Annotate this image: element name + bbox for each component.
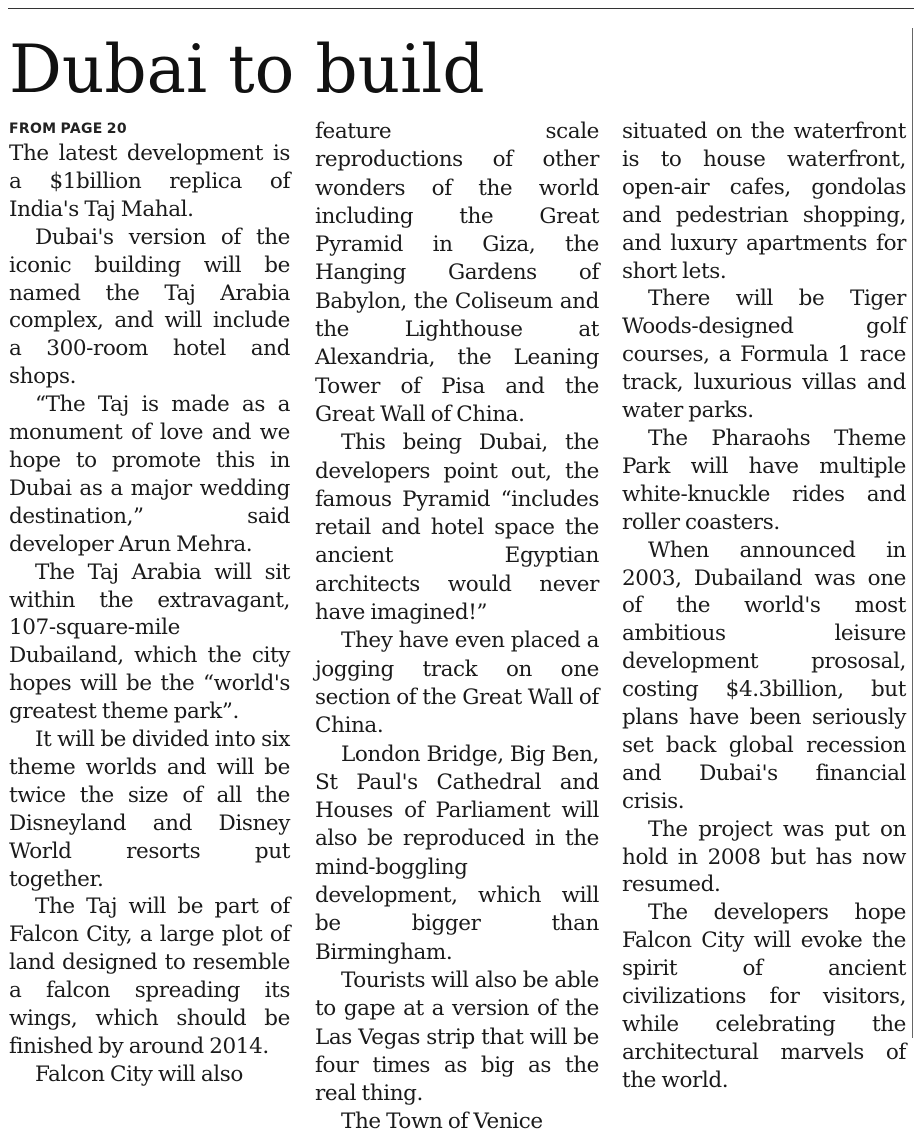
paragraph: The Pharaohs Theme Park will have multiple white-knuckle rides and roller coasters. (622, 425, 906, 535)
kicker-from-page: FROM PAGE 20 (9, 121, 127, 137)
column-rule-right (912, 28, 913, 1038)
paragraph: The Taj will be part of Falcon City, a large plot of land designed to resemble a falcon spreading its wings, which should be finished by around 2014. (9, 894, 290, 1059)
paragraph: The developers hope Falcon City will evoke the spirit of ancient civilizations for visitors, while celebrating the architectural marvels of the world. (622, 900, 906, 1093)
article-column-2 (315, 118, 599, 1137)
paragraph: There will be Tiger Woods-designed golf courses, a Formula 1 race track, luxurious villas and water parks. (622, 286, 906, 424)
paragraph: The Taj Arabia will sit within the extravagant, 107-square-mile Dubailand, which the city hopes will be the “world's greatest theme park”. (9, 559, 290, 725)
paragraph: Falcon City will also (35, 1061, 243, 1087)
paragraph: “The Taj is made as a monument of love and we hope to promote this in Dubai as a major wedding destination,” said developer Arun Mehra. (9, 392, 290, 557)
paragraph: Tourists will also be able to gape at a version of the Las Vegas strip that will be four times as big as the real thing. (315, 967, 599, 1107)
paragraph: When announced in 2003, Dubailand was one of the world's most ambitious leisure development prososal, costing $4.3billion, but plans have been seriously set back global recession and Dubai's financial crisis. (622, 537, 906, 814)
paragraph: This being Dubai, the developers point out, the famous Pyramid “includes retail and hotel space the ancient Egyptian architects would never have imagined!” (315, 430, 599, 626)
article-column-1 (9, 118, 290, 1089)
paragraph: The latest development is a $1billion replica of India's Taj Mahal. (9, 141, 290, 222)
paragraph: Dubai's version of the iconic building will be named the Taj Arabia complex, and will include a 300-room hotel and shops. (9, 224, 290, 390)
paragraph: It will be divided into six theme worlds and will be twice the size of all the Disneyland and Disney World resorts put together. (9, 727, 290, 892)
paragraph: situated on the waterfront is to house waterfront, open-air cafes, gondolas and pedestrian shopping, and luxury apartments for short lets. (622, 119, 906, 284)
paragraph: feature scale reproductions of other wonders of the world including the Great Pyramid in Giza, the Hanging Gardens of Babylon, the Coliseum and the Lighthouse at Alexandria, the Leaning Tower of Pisa and the Great Wall of China. (315, 119, 599, 427)
paragraph: They have even placed a jogging track on one section of the Great Wall of China. (315, 628, 599, 739)
top-rule (8, 8, 914, 9)
paragraph: The project was put on hold in 2008 but has now resumed. (622, 816, 906, 898)
paragraph: London Bridge, Big Ben, St Paul's Cathedral and Houses of Parliament will also be reproduced in the mind-boggling development, which will be bigger than Birmingham. (315, 741, 599, 965)
article-column-3 (622, 118, 906, 1095)
headline: Dubai to build (9, 31, 485, 108)
paragraph: The Town of Venice (341, 1109, 543, 1135)
